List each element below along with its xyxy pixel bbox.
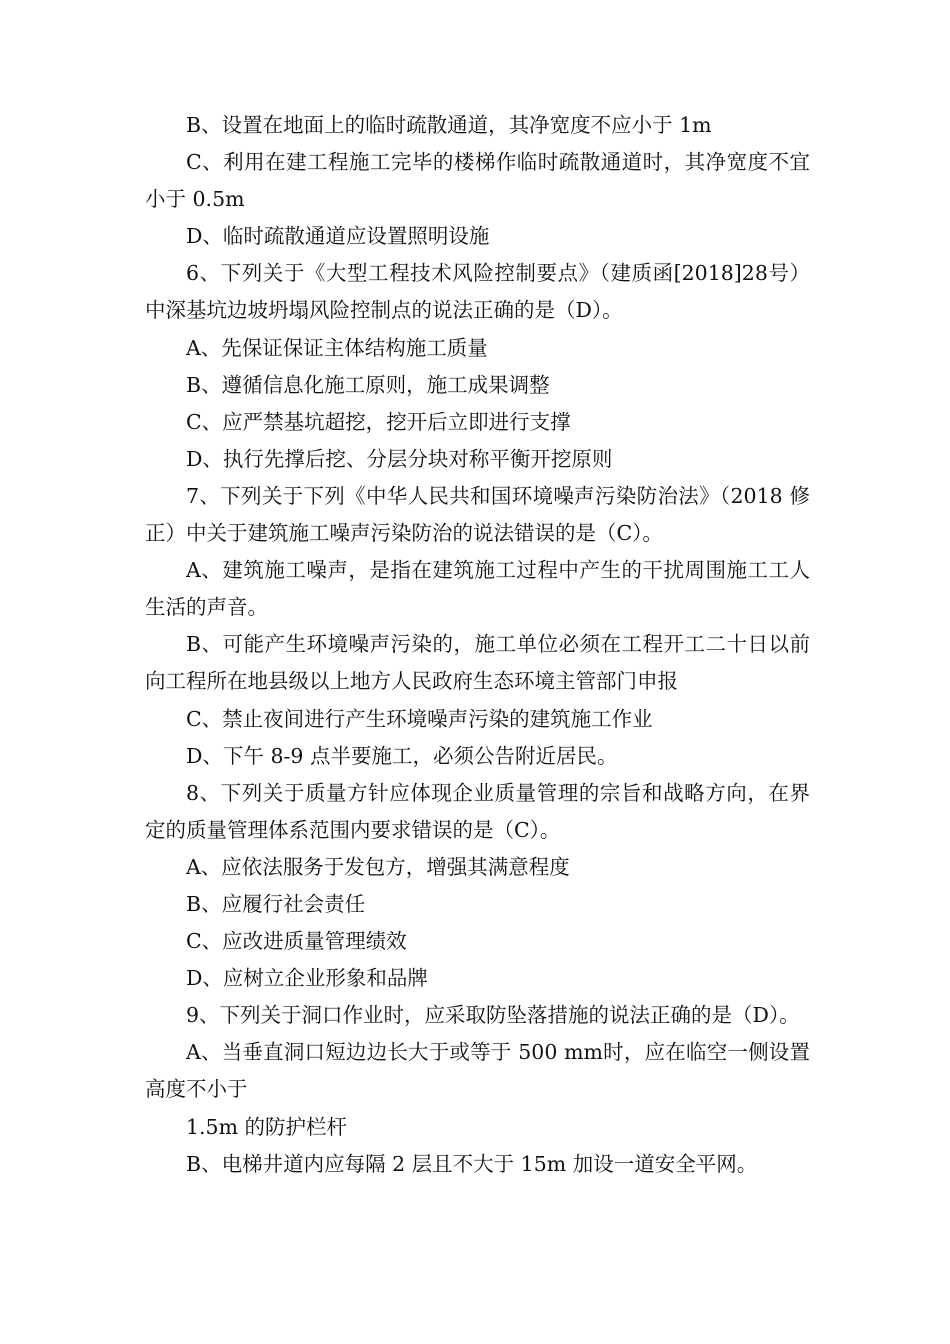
question-6-option-a: A、先保证保证主体结构施工质量 [186,335,488,360]
question-8-option-b: B、应履行社会责任 [186,891,366,916]
question-9-option-a: A、当垂直洞口短边边长大于或等于 500 mm时，应在临空一侧设置高度不小于 [145,1040,810,1102]
question-6-option-c: C、应严禁基坑超挖，挖开后立即进行支撑 [186,409,571,434]
question-6-option-d: D、执行先撑后挖、分层分块对称平衡开挖原则 [186,446,613,471]
question-8-option-d: D、应树立企业形象和品牌 [186,966,428,991]
question-9-option-b: B、电梯井道内应每隔 2 层且不大于 15m 加设一道安全平网。 [186,1151,758,1176]
question-7-option-b: B、可能产生环境噪声污染的，施工单位必须在工程开工二十日以前向工程所在地县级以上地方人民政府生态环境主管部门申报 [145,632,810,694]
question-9: 9、下列关于洞口作业时，应采取防坠落措施的说法正确的是（D）。 [186,1003,800,1028]
question-7: 7、下列关于下列《中华人民共和国环境噪声污染防治法》（2018 修正）中关于建筑施工噪声污染防治的说法错误的是（C）。 [145,483,810,546]
question-9-option-a-continued: 1.5m 的防护栏杆 [186,1114,348,1139]
question-7-option-a: A、建筑施工噪声，是指在建筑施工过程中产生的干扰周围施工工人生活的声音。 [145,558,810,620]
question-6-option-b: B、遵循信息化施工原则，施工成果调整 [186,372,550,397]
paragraph-option-b-exit-width: B、设置在地面上的临时疏散通道，其净宽度不应小于 1m [186,113,712,137]
document-body [145,107,810,1183]
paragraph-option-d-lighting: D、临时疏散通道应设置照明设施 [186,224,490,249]
question-6: 6、下列关于《大型工程技术风险控制要点》（建质函[2018]28号）中深基坑边坡坍塌风险控制点的说法正确的是（D）。 [145,261,810,323]
question-7-option-c: C、禁止夜间进行产生环境噪声污染的建筑施工作业 [186,706,653,731]
question-8-option-c: C、应改进质量管理绩效 [186,929,407,954]
paragraph-option-c-stairs-exit: C、利用在建工程施工完毕的楼梯作临时疏散通道时，其净宽度不宜小于 0.5m [145,150,810,212]
question-8: 8、下列关于质量方针应体现企业质量管理的宗旨和战略方向，在界定的质量管理体系范围内要求错误的是（C）。 [145,780,810,842]
question-7-option-d: D、下午 8-9 点半要施工，必须公告附近居民。 [186,743,618,768]
question-8-option-a: A、应依法服务于发包方，增强其满意程度 [186,854,570,879]
